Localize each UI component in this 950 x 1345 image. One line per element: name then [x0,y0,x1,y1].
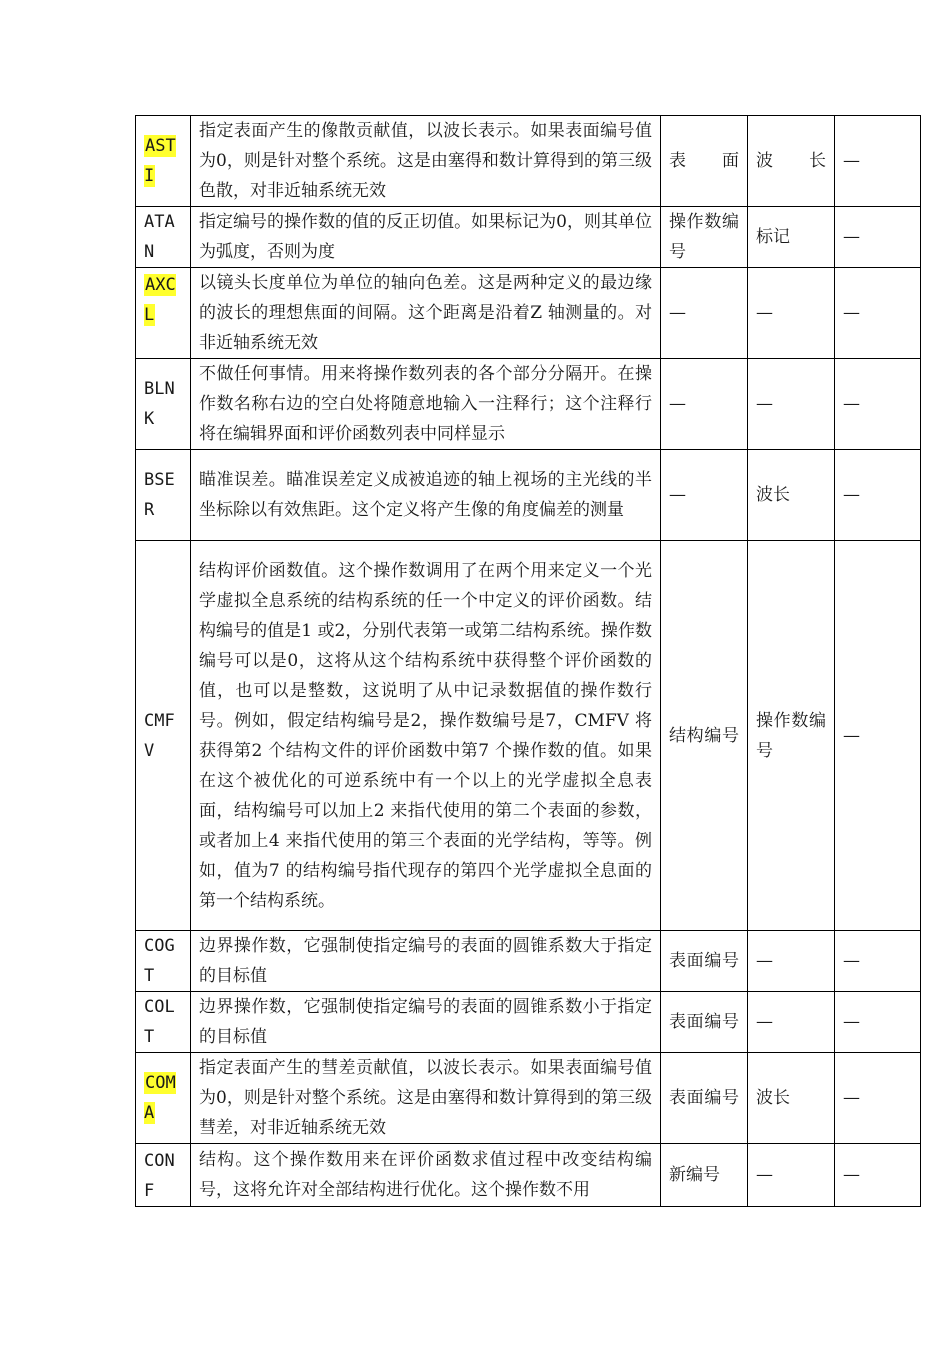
param-3: — [835,359,921,450]
operand-description: 边界操作数，它强制使指定编号的表面的圆锥系数小于指定的目标值 [191,992,661,1053]
operand-description: 指定表面产生的像散贡献值，以波长表示。如果表面编号值为0，则是针对整个系统。这是由塞得和数计算得到的第三级色散，对非近轴系统无效 [191,116,661,207]
param-1: 表面编号 [661,931,748,992]
param-3: — [835,116,921,207]
operand-name [136,116,191,207]
operand-name: BLNK [136,359,191,450]
table-row [136,207,921,268]
param-2: — [748,359,835,450]
table-row [136,1053,921,1144]
table-row [136,268,921,359]
param-2: — [748,268,835,359]
operand-table [135,115,921,1207]
operand-description: 结构。这个操作数用来在评价函数求值过程中改变结构编号，这将允许对全部结构进行优化。这个操作数不用 [191,1144,661,1207]
operand-name: CMFV [136,541,191,931]
table-row [136,931,921,992]
operand-name: COGT [136,931,191,992]
operand-name: CONF [136,1144,191,1207]
param-2: 波长 [748,116,835,207]
param-2: — [748,992,835,1053]
table-row [136,450,921,541]
highlight-marker: COMA [144,1073,176,1123]
operand-name: BSER [136,450,191,541]
table-row [136,1144,921,1207]
operand-description: 边界操作数，它强制使指定编号的表面的圆锥系数大于指定的目标值 [191,931,661,992]
param-1: 操作数编号 [661,207,748,268]
param-1: 表面 [661,116,748,207]
operand-name: COLT [136,992,191,1053]
table-row [136,116,921,207]
highlight-marker: ASTI [144,136,176,186]
highlight-marker: AXCL [144,275,176,325]
param-2: — [748,1144,835,1207]
operand-name: ATAN [136,207,191,268]
param-2: 操作数编号 [748,541,835,931]
operand-description: 指定编号的操作数的值的反正切值。如果标记为0，则其单位为弧度，否则为度 [191,207,661,268]
param-1: 结构编号 [661,541,748,931]
param-1: 表面编号 [661,1053,748,1144]
param-2: 波长 [748,450,835,541]
param-1: — [661,268,748,359]
param-1: — [661,359,748,450]
table-row [136,541,921,931]
table-row [136,992,921,1053]
param-3: — [835,931,921,992]
operand-name [136,1053,191,1144]
operand-description: 以镜头长度单位为单位的轴向色差。这是两种定义的最边缘的波长的理想焦面的间隔。这个距离是沿着Z 轴测量的。对非近轴系统无效 [191,268,661,359]
table-row [136,359,921,450]
param-3: — [835,1144,921,1207]
operand-description: 指定表面产生的彗差贡献值，以波长表示。如果表面编号值为0，则是针对整个系统。这是由塞得和数计算得到的第三级彗差，对非近轴系统无效 [191,1053,661,1144]
param-3: — [835,1053,921,1144]
param-3: — [835,268,921,359]
param-3: — [835,541,921,931]
param-1: — [661,450,748,541]
operand-description: 结构评价函数值。这个操作数调用了在两个用来定义一个光学虚拟全息系统的结构系统的任一个中定义的评价函数。结构编号的值是1 或2，分别代表第一或第二结构系统。操作数编号可以是0，这将从这个结构系统中获得整个评价函数的值，也可以是整数，这说明了从中记录数据值的操作数行号。例如，假定结构编号是2，操作数编号是7，CMFV 将获得第2 个结构文件的评价函数中第7 个操作数的值。如果在这个被优化的可逆系统中有一个以上的光学虚拟全息表面，结构编号可以加上2 来指代使用的第二个表面的参数，或者加上4 来指代使用的第三个表面的光学结构，等等。例如，值为7 的结构编号指代现存的第四个光学虚拟全息面的第一个结构系统。 [191,541,661,931]
param-3: — [835,450,921,541]
param-2: 波长 [748,1053,835,1144]
param-3: — [835,207,921,268]
operand-description: 不做任何事情。用来将操作数列表的各个部分分隔开。在操作数名称右边的空白处将随意地输入一注释行；这个注释行将在编辑界面和评价函数列表中同样显示 [191,359,661,450]
param-2: 标记 [748,207,835,268]
param-1: 表面编号 [661,992,748,1053]
operand-description: 瞄准误差。瞄准误差定义成被追迹的轴上视场的主光线的半坐标除以有效焦距。这个定义将产生像的角度偏差的测量 [191,450,661,541]
param-1: 新编号 [661,1144,748,1207]
param-2: — [748,931,835,992]
param-3: — [835,992,921,1053]
operand-name [136,268,191,359]
